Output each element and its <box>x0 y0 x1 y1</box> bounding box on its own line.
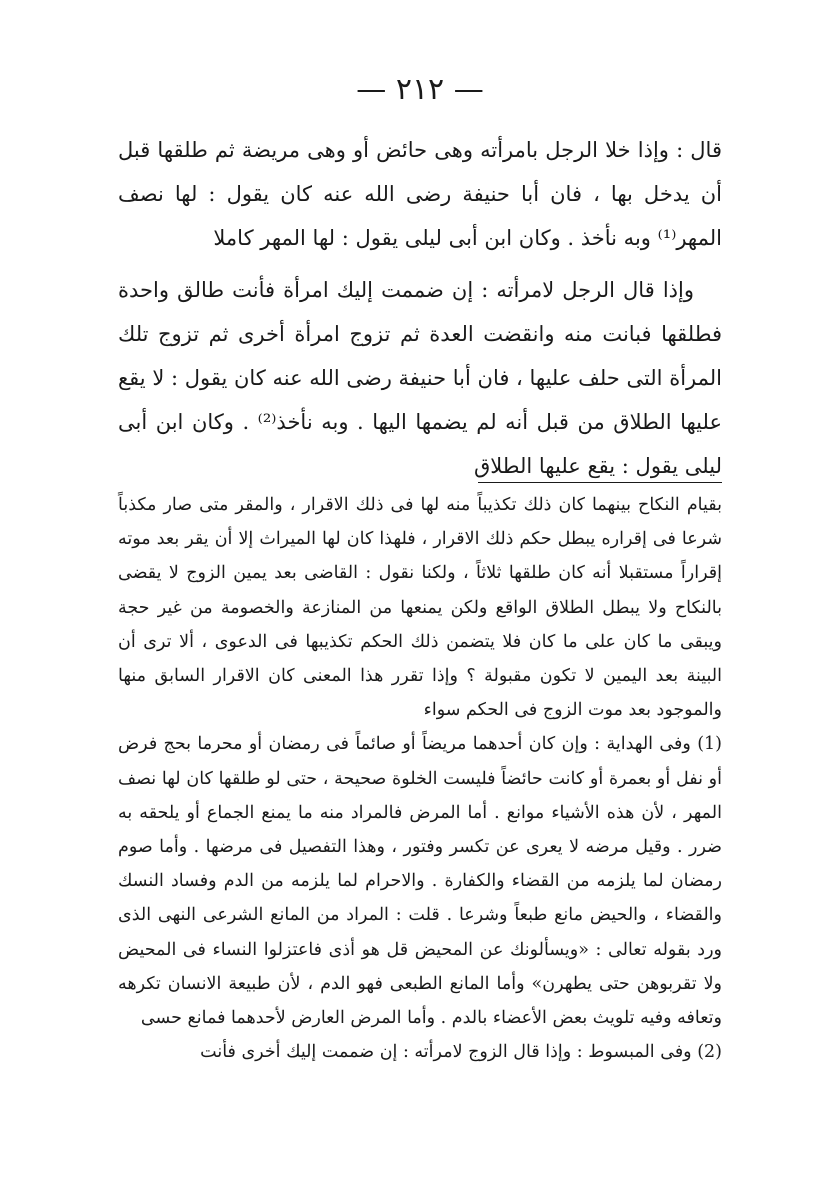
page-number: — ٢١٢ — <box>356 72 484 107</box>
main-paragraph: وإذا قال الرجل لامرأته : إن ضممت إليك امرأة فأنت طالق واحدة فطلقها فبانت منه وانقضت العدة ثم تزوج امرأة أخرى ثم تزوج تلك المرأة التى حلف عليها ، فان أبا حنيفة رضى الله عنه كان يقول : لا يقع عليها الطلاق من قبل أنه لم يضمها اليها . وبه نأخذ⁽²⁾ . وكان ابن أبى ليلى يقول : يقع عليها الطلاق <box>118 278 723 478</box>
footnote-paragraph: (2) وفى المبسوط : وإذا قال الزوج لامرأته : إن ضممت إليك أخرى فأنت <box>200 1042 722 1063</box>
main-text <box>118 128 722 488</box>
main-paragraph: قال : وإذا خلا الرجل بامرأته وهى حائض أو وهى مريضة ثم طلقها قبل أن يدخل بها ، فان أبا حنيفة رضى الله عنه كان يقول : لها نصف المهر⁽¹⁾ وبه نأخذ . وكان ابن أبى ليلى يقول : لها المهر كاملا <box>118 138 722 250</box>
book-page <box>118 70 722 1180</box>
footnote-paragraph: بقيام النكاح بينهما كان ذلك تكذيباً منه لها فى ذلك الاقرار ، والمقر متى صار مكذباً شرعا فى إقراره يبطل حكم ذلك الاقرار ، فلهذا كان لها الميراث إلا أن يقر بعد موته إقراراً مستقبلا أنه كان طلقها ثلاثاً ، ولكنا نقول : القاضى بعد يمين الزوج لا يقضى بالنكاح ولا يبطل الطلاق الواقع ولكن يمنعها من المنازعة والخصومة من غير حجة ويبقى ما كان على ما كان فلا يتضمن ذلك الحكم تكذيبها فى الدعوى ، ألا ترى أن البينة بعد اليمين لا تكون مقبولة ؟ وإذا تقرر هذا المعنى كان الاقرار السابق منها والموجود بعد موت الزوج فى الحكم سواء <box>118 495 722 721</box>
footnote-paragraph: (1) وفى الهداية : وإن كان أحدهما مريضاً أو صائماً فى رمضان أو محرما بحج فرض أو نفل أو بعمرة أو كانت حائضاً فليست الخلوة صحيحة ، حتى لو طلقها كان لها نصف المهر ، لأن هذه الأشياء موانع . أما المرض فالمراد منه ما يمنع الجماع أو يلحقه به ضرر . وقيل مرضه لا يعرى عن تكسر وفتور ، وهذا التفصيل فى مرضها . وأما صوم رمضان لما يلزمه من القضاء والكفارة . والاحرام لما يلزمه من الدم وفساد النسك والقضاء ، والحيض مانع طبعاً وشرعا . قلت : المراد من المانع الشرعى النهى الذى ورد بقوله تعالى : «ويسألونك عن المحيض قل هو أذى فاعتزلوا النساء فى المحيض ولا تقربوهن حتى يطهرن» وأما المانع الطبعى فهو الدم ، لأن طبيعة الانسان تكرهه وتعافه وفيه تلويث بعض الأعضاء بالدم . وأما المرض العارض لأحدهما فمانع حسى <box>118 734 722 1029</box>
footnote-divider <box>478 482 722 483</box>
footnotes <box>118 488 722 1069</box>
